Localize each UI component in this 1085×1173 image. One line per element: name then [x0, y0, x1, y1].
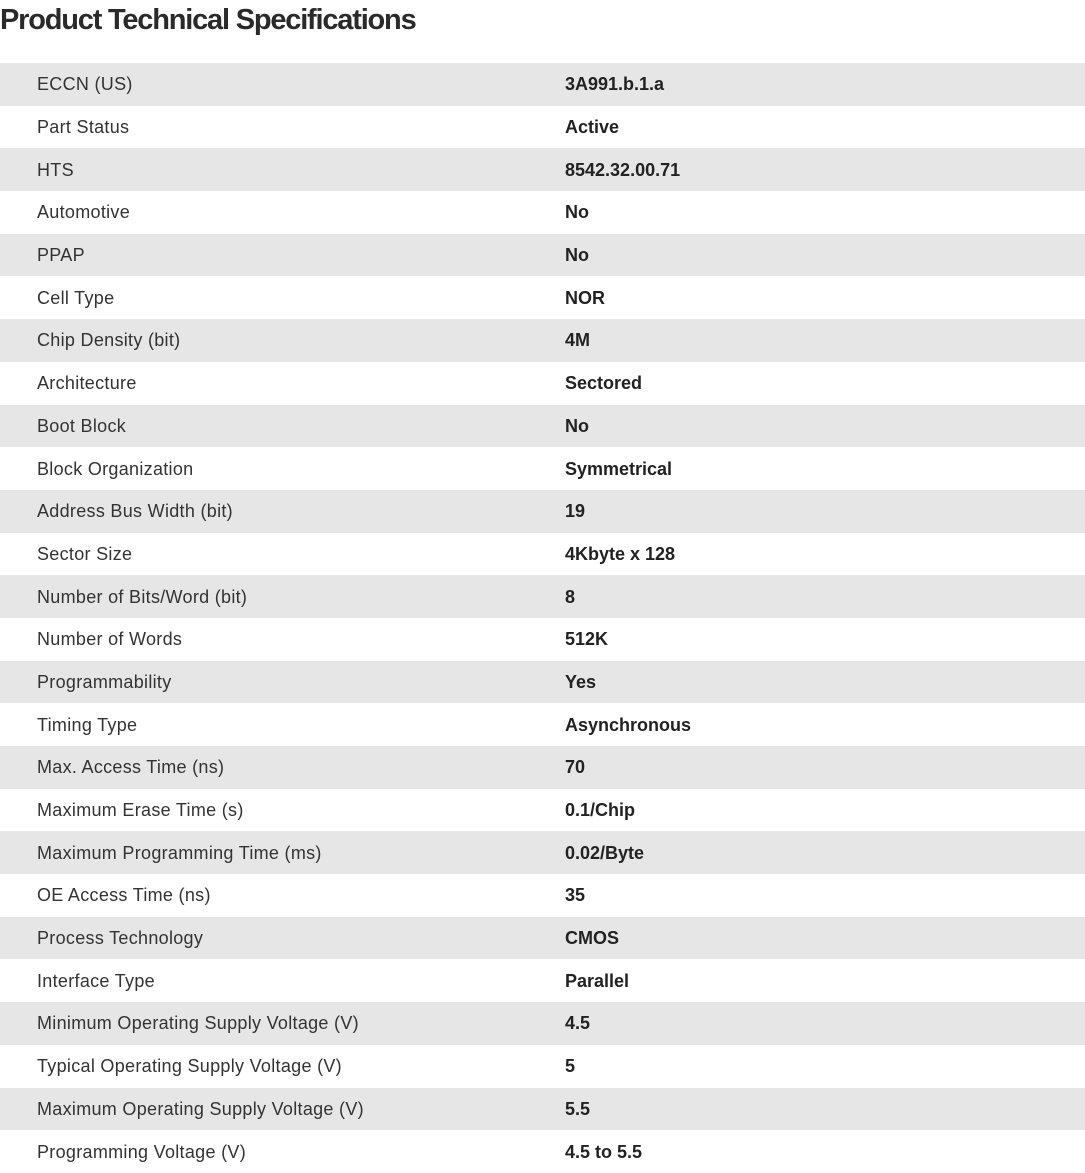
- table-row: [0, 234, 1085, 277]
- spec-value: Parallel: [565, 970, 630, 991]
- spec-value: 3A991.b.1.a: [565, 74, 665, 95]
- spec-value: CMOS: [565, 928, 619, 949]
- spec-label: Cell Type: [37, 287, 115, 308]
- spec-label: Part Status: [37, 117, 130, 138]
- spec-label: Timing Type: [37, 714, 138, 735]
- table-row: [0, 575, 1085, 618]
- table-row: [0, 490, 1085, 533]
- table-row: [0, 276, 1085, 319]
- spec-value: 4.5 to 5.5: [565, 1141, 643, 1162]
- spec-value: Asynchronous: [565, 714, 692, 735]
- spec-value: No: [565, 202, 589, 223]
- spec-label: OE Access Time (ns): [37, 885, 211, 906]
- spec-label: ECCN (US): [37, 74, 133, 95]
- spec-value: 19: [565, 501, 586, 522]
- table-row: [0, 191, 1085, 234]
- spec-value: 4.5: [565, 1013, 591, 1034]
- spec-value: 35: [565, 885, 586, 906]
- spec-label: Maximum Operating Supply Voltage (V): [37, 1098, 364, 1119]
- table-row: [0, 447, 1085, 490]
- spec-label: Sector Size: [37, 543, 133, 564]
- spec-label: Maximum Programming Time (ms): [37, 842, 322, 863]
- table-row: [0, 1130, 1085, 1173]
- table-row: [0, 618, 1085, 661]
- table-row: [0, 106, 1085, 149]
- spec-label: Number of Bits/Word (bit): [37, 586, 248, 607]
- table-row: [0, 319, 1085, 362]
- spec-value: No: [565, 245, 589, 266]
- spec-value: 8542.32.00.71: [565, 159, 681, 180]
- spec-label: Minimum Operating Supply Voltage (V): [37, 1013, 359, 1034]
- spec-value: Yes: [565, 671, 597, 692]
- spec-label: Address Bus Width (bit): [37, 501, 233, 522]
- spec-value: 4Kbyte x 128: [565, 543, 676, 564]
- table-row: [0, 362, 1085, 405]
- table-row: [0, 1045, 1085, 1088]
- spec-value: Symmetrical: [565, 458, 673, 479]
- table-row: [0, 148, 1085, 191]
- spec-label: Programming Voltage (V): [37, 1141, 246, 1162]
- spec-value: 8: [565, 586, 576, 607]
- table-row: [0, 405, 1085, 448]
- spec-value: Sectored: [565, 373, 643, 394]
- table-row: [0, 874, 1085, 917]
- table-row: [0, 661, 1085, 704]
- spec-value: 70: [565, 757, 586, 778]
- spec-label: Number of Words: [37, 629, 183, 650]
- table-row: [0, 533, 1085, 576]
- table-row: [0, 1088, 1085, 1131]
- spec-value: NOR: [565, 287, 605, 308]
- spec-value: 5: [565, 1056, 576, 1077]
- table-row: [0, 1002, 1085, 1045]
- spec-value: 0.02/Byte: [565, 842, 645, 863]
- spec-label: Boot Block: [37, 415, 127, 436]
- spec-label: Chip Density (bit): [37, 330, 181, 351]
- spec-value: 4M: [565, 330, 591, 351]
- table-row: [0, 789, 1085, 832]
- page-title: Product Technical Specifications: [0, 4, 416, 36]
- spec-label: Architecture: [37, 373, 137, 394]
- spec-value: 512K: [565, 629, 609, 650]
- table-row: [0, 917, 1085, 960]
- spec-label: Process Technology: [37, 928, 204, 949]
- table-row: [0, 703, 1085, 746]
- table-row: [0, 831, 1085, 874]
- spec-value: 5.5: [565, 1098, 591, 1119]
- spec-label: Maximum Erase Time (s): [37, 800, 244, 821]
- table-row: [0, 746, 1085, 789]
- spec-label: Block Organization: [37, 458, 194, 479]
- spec-label: Max. Access Time (ns): [37, 757, 225, 778]
- table-row: [0, 63, 1085, 106]
- spec-label: Interface Type: [37, 970, 155, 991]
- spec-label: HTS: [37, 159, 74, 180]
- spec-value: 0.1/Chip: [565, 800, 636, 821]
- spec-value: Active: [565, 117, 620, 138]
- spec-table: [0, 63, 1085, 1173]
- spec-label: Automotive: [37, 202, 131, 223]
- spec-label: Typical Operating Supply Voltage (V): [37, 1056, 342, 1077]
- spec-label: Programmability: [37, 671, 172, 692]
- spec-label: PPAP: [37, 245, 85, 266]
- table-row: [0, 959, 1085, 1002]
- spec-value: No: [565, 415, 589, 436]
